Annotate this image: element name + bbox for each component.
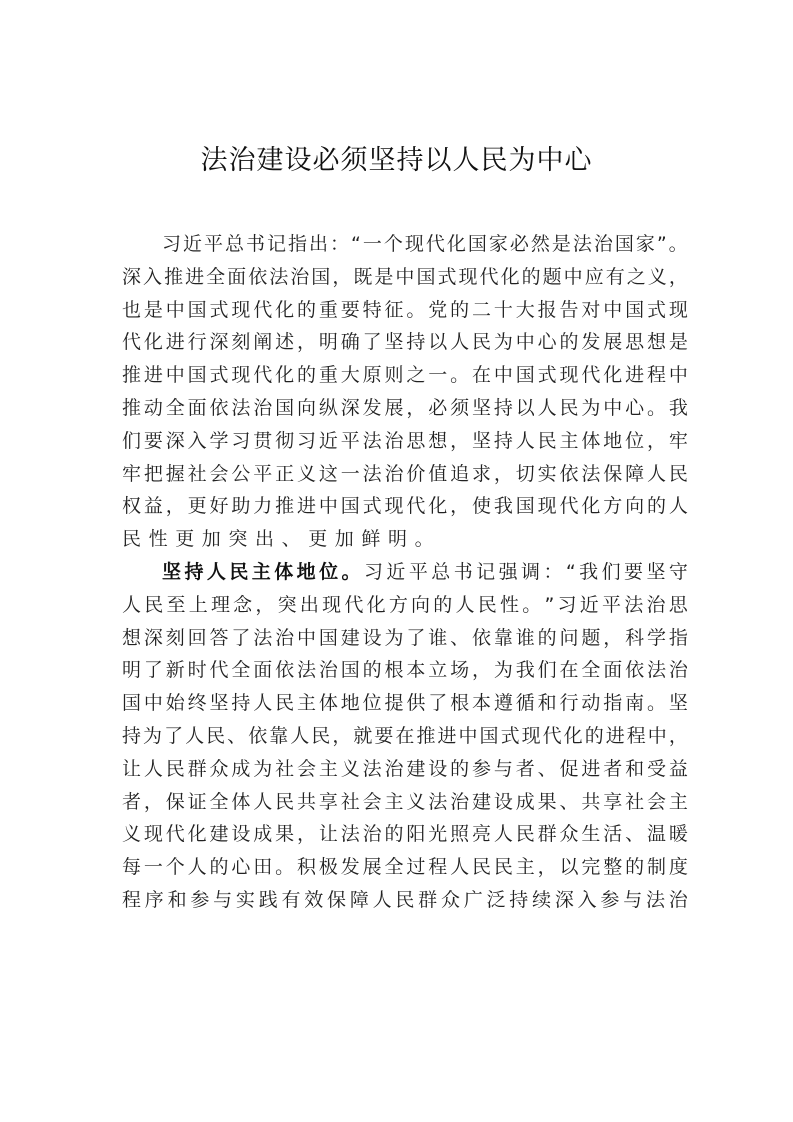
text-line: 牢 把 握 社 会 公 平 正 义 这 一 法 治 价 值 追 求 ， 切 实 依 法 保 障 人 民	[122, 462, 688, 485]
text-line: 习 近 平 总 书 记 指 出 ： “ 一 个 现 代 化 国 家 必 然 是 法 治 国 家 ” 。	[162, 233, 688, 255]
text-line: 程 序 和 参 与 实 践 有 效 保 障 人 民 群 众 广 泛 持 续 深 入 参 与 法 治	[122, 888, 688, 911]
text-line: 义 现 代 化 建 设 成 果 ， 让 法 治 的 阳 光 照 亮 人 民 群 众 生 活 、 温 暖	[122, 823, 688, 846]
text-line: 想 深 刻 回 答 了 法 治 中 国 建 设 为 了 谁 、 依 靠 谁 的 问 题 ， 科 学 指	[122, 626, 688, 649]
text-line: 每 一 个 人 的 心 田 。 积 极 发 展 全 过 程 人 民 民 主 ， 以 完 整 的 制 度	[122, 856, 688, 879]
text-line: 让 人 民 群 众 成 为 社 会 主 义 法 治 建 设 的 参 与 者 、 促 进 者 和 受 益	[122, 757, 688, 780]
text-line: 持 为 了 人 民 、 依 靠 人 民 ， 就 要 在 推 进 中 国 式 现 代 化 的 进 程 中 ，	[122, 724, 688, 747]
text-line: 代 化 进 行 深 刻 阐 述 ， 明 确 了 坚 持 以 人 民 为 中 心 的 发 展 思 想 是	[122, 331, 688, 354]
text-line: 推 进 中 国 式 现 代 化 的 重 大 原 则 之 一 。 在 中 国 式 现 代 化 进 程 中	[122, 364, 688, 387]
text-line: 们 要 深 入 学 习 贯 彻 习 近 平 法 治 思 想 ， 坚 持 人 民 主 体 地 位 ， 牢	[122, 429, 688, 452]
text-line: 者 ， 保 证 全 体 人 民 共 享 社 会 主 义 法 治 建 设 成 果 、 共 享 社 会 主	[122, 790, 688, 813]
text-line: 权 益 ， 更 好 助 力 推 进 中 国 式 现 代 化 ， 使 我 国 现 代 化 方 向 的 人	[122, 495, 688, 518]
document-title: 法治建设必须坚持以人民为中心	[200, 145, 593, 176]
text-line: 也 是 中 国 式 现 代 化 的 重 要 特 征 。 党 的 二 十 大 报 告 对 中 国 式 现	[122, 298, 688, 321]
text-line-with-heading: 坚 持 人 民 主 体 地 位 。 习 近 平 总 书 记 强 调 ： “ 我 们 要 坚 守	[162, 560, 688, 583]
text-line: 人 民 至 上 理 念 ， 突 出 现 代 化 方 向 的 人 民 性 。 ” 习 近 平 法 治 思	[122, 593, 688, 616]
text-line: 明 了 新 时 代 全 面 依 法 治 国 的 根 本 立 场 ， 为 我 们 在 全 面 依 法 治	[122, 659, 688, 682]
text-line: 国 中 始 终 坚 持 人 民 主 体 地 位 提 供 了 根 本 遵 循 和 行 动 指 南 。 坚	[122, 692, 688, 715]
text-line: 民性更加突出、更加鲜明。	[122, 528, 442, 551]
text-line: 深 入 推 进 全 面 依 法 治 国 ， 既 是 中 国 式 现 代 化 的 题 中 应 有 之 义 ，	[122, 265, 688, 288]
text-line: 推 动 全 面 依 法 治 国 向 纵 深 发 展 ， 必 须 坚 持 以 人 民 为 中 心 。 我	[122, 396, 688, 419]
document-body	[122, 228, 688, 917]
